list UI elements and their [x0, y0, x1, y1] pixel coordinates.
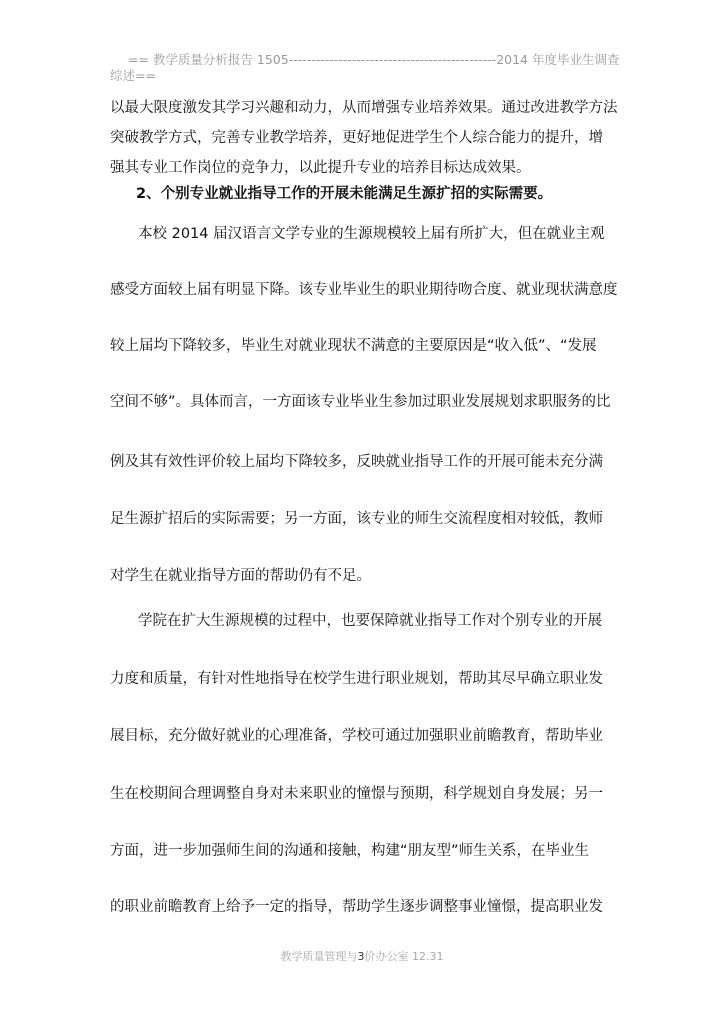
paragraph1-line-2: 感受方面较上届有明显下降。该专业毕业生的职业期待吻合度、就业现状满意度 [110, 282, 618, 298]
footer-left-text: 教学质量管理与 [280, 950, 358, 963]
intro-line-2: 突破教学方式，完善专业教学培养，更好地促进学生个人综合能力的提升，增 [110, 130, 603, 146]
paragraph1-line-7: 对学生在就业指导方面的帮助仍有不足。 [110, 568, 371, 584]
page-number: 3 [357, 950, 365, 963]
paragraph2-line-4: 生在校期间合理调整自身对未来职业的憧憬与预期，科学规划自身发展；另一 [110, 786, 603, 802]
intro-line-3: 强其专业工作岗位的竞争力，以此提升专业的培养目标达成效果。 [110, 160, 531, 176]
section-heading: 2、个别专业就业指导工作的开展未能满足生源扩招的实际需要。 [136, 186, 553, 202]
paragraph1-line-3: 较上届均下降较多，毕业生对就业现状不满意的主要原因是“收入低”、“发展 [110, 338, 597, 354]
paragraph2-line-5: 方面，进一步加强师生间的沟通和接触，构建“朋友型”师生关系，在毕业生 [110, 843, 590, 859]
page-header: == 教学质量分析报告 1505----------------------------------------------2014 年度毕业生调查综述== [110, 52, 620, 83]
page-footer [0, 948, 724, 964]
footer-right-text: 价办公室 12.31 [364, 950, 444, 963]
paragraph1-line-1: 本校 2014 届汉语言文学专业的生源规模较上届有所扩大，但在就业主观 [138, 226, 605, 242]
paragraph2-line-6: 的职业前瞻教育上给予一定的指导，帮助学生逐步调整事业憧憬，提高职业发 [110, 899, 603, 915]
paragraph1-line-5: 例及其有效性评价较上届均下降较多，反映就业指导工作的开展可能未充分满 [110, 454, 603, 470]
paragraph2-line-3: 展目标，充分做好就业的心理准备，学校可通过加强职业前瞻教育，帮助毕业 [110, 728, 603, 744]
paragraph1-line-4: 空间不够”。具体而言，一方面该专业毕业生参加过职业发展规划求职服务的比 [110, 394, 611, 410]
paragraph2-line-2: 力度和质量，有针对性地指导在校学生进行职业规划，帮助其尽早确立职业发 [110, 671, 603, 687]
intro-line-1: 以最大限度激发其学习兴趣和动力，从而增强专业培养效果。通过改进教学方法 [110, 100, 618, 116]
paragraph1-line-6: 足生源扩招后的实际需要；另一方面，该专业的师生交流程度相对较低，教师 [110, 511, 603, 527]
paragraph2-line-1: 学院在扩大生源规模的过程中，也要保障就业指导工作对个别专业的开展 [138, 613, 602, 629]
